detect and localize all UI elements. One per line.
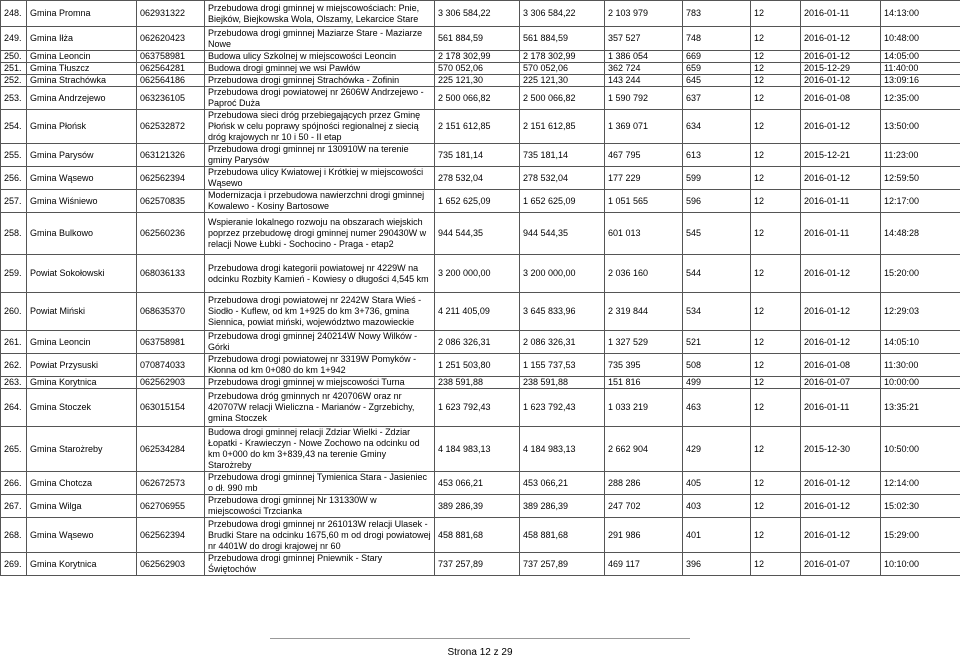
cell-grant: 1 327 529 (605, 331, 683, 354)
cell-month: 12 (751, 495, 801, 518)
cell-time: 12:17:00 (881, 190, 960, 213)
table-row (1, 110, 960, 144)
cell-desc: Przebudowa drogi gminnej Pniewnik - Stary Świętochów (205, 553, 435, 576)
cell-date: 2015-12-29 (801, 63, 881, 75)
cell-code: 062562903 (137, 377, 205, 389)
cell-month: 12 (751, 75, 801, 87)
cell-name: Gmina Tłuszcz (27, 63, 137, 75)
cell-total: 4 211 405,09 (435, 293, 520, 331)
cell-name: Gmina Promna (27, 1, 137, 27)
cell-desc: Budowa drogi gminnej relacji Zdziar Wielki - Zdziar Łopatki - Krawieczyn - Nowe Zochowo na odcinku od km 0+000 do km 3+839,43 na terenie Gminy Starożreby (205, 427, 435, 472)
cell-date: 2016-01-07 (801, 377, 881, 389)
table-row (1, 190, 960, 213)
cell-points: 613 (683, 144, 751, 167)
cell-grant: 2 103 979 (605, 1, 683, 27)
cell-date: 2016-01-12 (801, 293, 881, 331)
cell-lp: 259. (1, 255, 27, 293)
cell-total: 561 884,59 (435, 27, 520, 51)
cell-grant: 1 369 071 (605, 110, 683, 144)
cell-time: 11:30:00 (881, 354, 960, 377)
cell-lp: 258. (1, 213, 27, 255)
cell-desc: Przebudowa drogi gminnej w miejscowościach: Pnie, Biejków, Biejkowska Wola, Olszamy, Lekarcice Stare (205, 1, 435, 27)
cell-code: 063758981 (137, 51, 205, 63)
cell-month: 12 (751, 63, 801, 75)
cell-date: 2016-01-12 (801, 495, 881, 518)
cell-lp: 266. (1, 472, 27, 495)
cell-date: 2016-01-12 (801, 331, 881, 354)
cell-eligible: 4 184 983,13 (520, 427, 605, 472)
cell-code: 062672573 (137, 472, 205, 495)
cell-time: 10:50:00 (881, 427, 960, 472)
cell-time: 14:05:10 (881, 331, 960, 354)
cell-grant: 362 724 (605, 63, 683, 75)
cell-total: 735 181,14 (435, 144, 520, 167)
cell-month: 12 (751, 377, 801, 389)
cell-time: 12:29:03 (881, 293, 960, 331)
cell-lp: 255. (1, 144, 27, 167)
cell-name: Gmina Strachówka (27, 75, 137, 87)
cell-lp: 264. (1, 389, 27, 427)
cell-grant: 1 051 565 (605, 190, 683, 213)
table-row (1, 144, 960, 167)
cell-lp: 262. (1, 354, 27, 377)
cell-month: 12 (751, 190, 801, 213)
cell-month: 12 (751, 518, 801, 553)
cell-date: 2016-01-12 (801, 27, 881, 51)
cell-desc: Modernizacja i przebudowa nawierzchni drogi gminnej Kowalewo - Kosiny Bartosowe (205, 190, 435, 213)
cell-total: 238 591,88 (435, 377, 520, 389)
cell-eligible: 3 645 833,96 (520, 293, 605, 331)
cell-time: 15:20:00 (881, 255, 960, 293)
table-row (1, 27, 960, 51)
cell-eligible: 458 881,68 (520, 518, 605, 553)
cell-name: Gmina Wilga (27, 495, 137, 518)
cell-code: 062560236 (137, 213, 205, 255)
cell-code: 068635370 (137, 293, 205, 331)
cell-desc: Przebudowa drogi gminnej Tymienica Stara - Jasieniec o dł. 990 mb (205, 472, 435, 495)
cell-name: Gmina Andrzejewo (27, 87, 137, 110)
cell-points: 534 (683, 293, 751, 331)
cell-month: 12 (751, 27, 801, 51)
cell-points: 403 (683, 495, 751, 518)
cell-month: 12 (751, 110, 801, 144)
cell-lp: 269. (1, 553, 27, 576)
cell-eligible: 570 052,06 (520, 63, 605, 75)
cell-eligible: 2 500 066,82 (520, 87, 605, 110)
cell-points: 405 (683, 472, 751, 495)
cell-total: 2 178 302,99 (435, 51, 520, 63)
cell-lp: 251. (1, 63, 27, 75)
cell-name: Gmina Starożreby (27, 427, 137, 472)
cell-date: 2016-01-12 (801, 255, 881, 293)
cell-month: 12 (751, 167, 801, 190)
cell-date: 2016-01-12 (801, 472, 881, 495)
cell-month: 12 (751, 389, 801, 427)
cell-month: 12 (751, 255, 801, 293)
cell-desc: Przebudowa drogi powiatowej nr 3319W Pomyków - Kłonna od km 0+080 do km 1+942 (205, 354, 435, 377)
cell-date: 2016-01-11 (801, 389, 881, 427)
cell-name: Powiat Sokołowski (27, 255, 137, 293)
cell-grant: 735 395 (605, 354, 683, 377)
cell-points: 429 (683, 427, 751, 472)
cell-grant: 247 702 (605, 495, 683, 518)
cell-date: 2016-01-12 (801, 110, 881, 144)
cell-desc: Przebudowa sieci dróg przebiegających przez Gminę Płońsk w celu poprawy spójności regionalnej z siecią dróg krajowych nr 10 i 50 - II etap (205, 110, 435, 144)
cell-name: Gmina Korytnica (27, 377, 137, 389)
cell-date: 2016-01-07 (801, 553, 881, 576)
cell-total: 2 151 612,85 (435, 110, 520, 144)
cell-code: 062620423 (137, 27, 205, 51)
cell-code: 062706955 (137, 495, 205, 518)
cell-code: 062562903 (137, 553, 205, 576)
cell-date: 2016-01-12 (801, 51, 881, 63)
cell-grant: 177 229 (605, 167, 683, 190)
cell-time: 14:48:28 (881, 213, 960, 255)
cell-lp: 267. (1, 495, 27, 518)
cell-time: 10:48:00 (881, 27, 960, 51)
cell-total: 458 881,68 (435, 518, 520, 553)
cell-desc: Budowa drogi gminnej we wsi Pawłów (205, 63, 435, 75)
cell-points: 596 (683, 190, 751, 213)
cell-code: 063758981 (137, 331, 205, 354)
cell-total: 389 286,39 (435, 495, 520, 518)
cell-points: 544 (683, 255, 751, 293)
cell-code: 063236105 (137, 87, 205, 110)
table-row (1, 87, 960, 110)
cell-time: 14:05:00 (881, 51, 960, 63)
table-row (1, 75, 960, 87)
cell-total: 3 200 000,00 (435, 255, 520, 293)
cell-desc: Przebudowa drogi gminnej nr 130910W na terenie gminy Parysów (205, 144, 435, 167)
cell-total: 2 086 326,31 (435, 331, 520, 354)
cell-lp: 253. (1, 87, 27, 110)
cell-desc: Przebudowa dróg gminnych nr 420706W oraz nr 420707W relacji Wieliczna - Marianów - Zgrzebichy, gmina Stoczek (205, 389, 435, 427)
cell-name: Gmina Wąsewo (27, 167, 137, 190)
cell-code: 070874033 (137, 354, 205, 377)
cell-date: 2016-01-11 (801, 1, 881, 27)
cell-grant: 288 286 (605, 472, 683, 495)
cell-points: 499 (683, 377, 751, 389)
cell-name: Gmina Płońsk (27, 110, 137, 144)
cell-desc: Przebudowa drogi gminnej Strachówka - Zofinin (205, 75, 435, 87)
cell-points: 545 (683, 213, 751, 255)
cell-total: 570 052,06 (435, 63, 520, 75)
cell-total: 278 532,04 (435, 167, 520, 190)
cell-points: 783 (683, 1, 751, 27)
cell-month: 12 (751, 354, 801, 377)
cell-lp: 257. (1, 190, 27, 213)
cell-lp: 250. (1, 51, 27, 63)
table-row (1, 63, 960, 75)
cell-lp: 260. (1, 293, 27, 331)
cell-date: 2016-01-12 (801, 518, 881, 553)
cell-time: 13:09:16 (881, 75, 960, 87)
cell-grant: 469 117 (605, 553, 683, 576)
cell-date: 2016-01-11 (801, 190, 881, 213)
cell-eligible: 3 200 000,00 (520, 255, 605, 293)
cell-code: 062562394 (137, 518, 205, 553)
cell-eligible: 944 544,35 (520, 213, 605, 255)
table-row (1, 427, 960, 472)
cell-grant: 2 662 904 (605, 427, 683, 472)
cell-date: 2016-01-08 (801, 354, 881, 377)
cell-grant: 1 590 792 (605, 87, 683, 110)
cell-time: 10:10:00 (881, 553, 960, 576)
cell-code: 062562394 (137, 167, 205, 190)
cell-total: 2 500 066,82 (435, 87, 520, 110)
cell-eligible: 2 151 612,85 (520, 110, 605, 144)
cell-date: 2016-01-11 (801, 213, 881, 255)
cell-eligible: 389 286,39 (520, 495, 605, 518)
cell-time: 11:23:00 (881, 144, 960, 167)
cell-eligible: 735 181,14 (520, 144, 605, 167)
cell-grant: 1 386 054 (605, 51, 683, 63)
page-number: Strona 12 z 29 (447, 647, 513, 658)
cell-time: 12:14:00 (881, 472, 960, 495)
cell-name: Gmina Parysów (27, 144, 137, 167)
cell-eligible: 2 086 326,31 (520, 331, 605, 354)
cell-points: 748 (683, 27, 751, 51)
cell-month: 12 (751, 472, 801, 495)
cell-code: 063121326 (137, 144, 205, 167)
cell-time: 13:50:00 (881, 110, 960, 144)
cell-lp: 249. (1, 27, 27, 51)
cell-total: 944 544,35 (435, 213, 520, 255)
cell-points: 669 (683, 51, 751, 63)
table-row (1, 377, 960, 389)
cell-time: 13:35:21 (881, 389, 960, 427)
cell-code: 062534284 (137, 427, 205, 472)
cell-total: 453 066,21 (435, 472, 520, 495)
cell-month: 12 (751, 331, 801, 354)
cell-total: 3 306 584,22 (435, 1, 520, 27)
cell-time: 14:13:00 (881, 1, 960, 27)
table-row (1, 472, 960, 495)
cell-lp: 254. (1, 110, 27, 144)
cell-eligible: 1 652 625,09 (520, 190, 605, 213)
cell-desc: Przebudowa drogi gminnej Nr 131330W w miejscowości Trzcianka (205, 495, 435, 518)
cell-eligible: 225 121,30 (520, 75, 605, 87)
cell-points: 599 (683, 167, 751, 190)
cell-points: 521 (683, 331, 751, 354)
cell-eligible: 1 155 737,53 (520, 354, 605, 377)
cell-code: 062570835 (137, 190, 205, 213)
cell-month: 12 (751, 87, 801, 110)
cell-date: 2015-12-21 (801, 144, 881, 167)
cell-points: 659 (683, 63, 751, 75)
cell-eligible: 453 066,21 (520, 472, 605, 495)
cell-lp: 265. (1, 427, 27, 472)
cell-lp: 263. (1, 377, 27, 389)
cell-eligible: 561 884,59 (520, 27, 605, 51)
cell-code: 062564281 (137, 63, 205, 75)
table-row (1, 51, 960, 63)
cell-name: Gmina Leoncin (27, 51, 137, 63)
cell-code: 063015154 (137, 389, 205, 427)
cell-month: 12 (751, 427, 801, 472)
cell-time: 12:59:50 (881, 167, 960, 190)
cell-code: 062564186 (137, 75, 205, 87)
cell-desc: Budowa ulicy Szkolnej w miejscowości Leoncin (205, 51, 435, 63)
cell-code: 068036133 (137, 255, 205, 293)
cell-eligible: 737 257,89 (520, 553, 605, 576)
cell-month: 12 (751, 51, 801, 63)
cell-name: Gmina Iłża (27, 27, 137, 51)
cell-time: 10:00:00 (881, 377, 960, 389)
cell-name: Gmina Wąsewo (27, 518, 137, 553)
cell-lp: 252. (1, 75, 27, 87)
cell-grant: 601 013 (605, 213, 683, 255)
table-row (1, 293, 960, 331)
cell-date: 2016-01-12 (801, 75, 881, 87)
cell-grant: 2 319 844 (605, 293, 683, 331)
cell-date: 2016-01-08 (801, 87, 881, 110)
cell-month: 12 (751, 144, 801, 167)
cell-total: 1 623 792,43 (435, 389, 520, 427)
cell-lp: 268. (1, 518, 27, 553)
cell-date: 2016-01-12 (801, 167, 881, 190)
cell-month: 12 (751, 293, 801, 331)
table-row (1, 495, 960, 518)
cell-eligible: 1 623 792,43 (520, 389, 605, 427)
cell-total: 1 251 503,80 (435, 354, 520, 377)
cell-total: 4 184 983,13 (435, 427, 520, 472)
cell-desc: Przebudowa drogi gminnej w miejscowości Turna (205, 377, 435, 389)
cell-grant: 151 816 (605, 377, 683, 389)
table-row (1, 553, 960, 576)
table-row (1, 213, 960, 255)
cell-desc: Przebudowa drogi gminnej 240214W Nowy Wilków - Górki (205, 331, 435, 354)
cell-name: Gmina Korytnica (27, 553, 137, 576)
table-row (1, 354, 960, 377)
cell-desc: Przebudowa drogi kategorii powiatowej nr 4229W na odcinku Rozbity Kamień - Kowiesy o długości 4,545 km (205, 255, 435, 293)
cell-name: Gmina Wiśniewo (27, 190, 137, 213)
cell-grant: 467 795 (605, 144, 683, 167)
table-row (1, 389, 960, 427)
cell-name: Powiat Miński (27, 293, 137, 331)
cell-name: Gmina Chotcza (27, 472, 137, 495)
cell-desc: Przebudowa drogi powiatowej nr 2242W Stara Wieś - Siodło - Kuflew, od km 1+925 do km 3+736, gmina Siennica, powiat miński, województwo mazowieckie (205, 293, 435, 331)
table-row (1, 1, 960, 27)
cell-month: 12 (751, 553, 801, 576)
cell-desc: Przebudowa drogi gminnej Maziarze Stare - Maziarze Nowe (205, 27, 435, 51)
cell-points: 396 (683, 553, 751, 576)
cell-lp: 256. (1, 167, 27, 190)
cell-points: 637 (683, 87, 751, 110)
cell-grant: 1 033 219 (605, 389, 683, 427)
cell-time: 11:40:00 (881, 63, 960, 75)
cell-name: Powiat Przysuski (27, 354, 137, 377)
cell-lp: 248. (1, 1, 27, 27)
cell-grant: 357 527 (605, 27, 683, 51)
table-row (1, 331, 960, 354)
cell-time: 12:35:00 (881, 87, 960, 110)
cell-desc: Przebudowa drogi gminnej nr 261013W relacji Ulasek - Brudki Stare na odcinku 1675,60 m od drogi powiatowej nr 4401W do drogi krajowej nr 60 (205, 518, 435, 553)
cell-month: 12 (751, 213, 801, 255)
cell-lp: 261. (1, 331, 27, 354)
cell-month: 12 (751, 1, 801, 27)
cell-desc: Przebudowa ulicy Kwiatowej i Krótkiej w miejscowości Wąsewo (205, 167, 435, 190)
cell-total: 1 652 625,09 (435, 190, 520, 213)
cell-grant: 2 036 160 (605, 255, 683, 293)
cell-name: Gmina Leoncin (27, 331, 137, 354)
cell-total: 737 257,89 (435, 553, 520, 576)
cell-code: 062931322 (137, 1, 205, 27)
cell-points: 634 (683, 110, 751, 144)
cell-date: 2015-12-30 (801, 427, 881, 472)
cell-desc: Wspieranie lokalnego rozwoju na obszarach wiejskich poprzez przebudowę drogi gminnej numer 290430W w relacji Nowe Łubki - Sochocino - Praga - etap2 (205, 213, 435, 255)
cell-code: 062532872 (137, 110, 205, 144)
cell-points: 463 (683, 389, 751, 427)
cell-eligible: 278 532,04 (520, 167, 605, 190)
cell-time: 15:02:30 (881, 495, 960, 518)
cell-points: 645 (683, 75, 751, 87)
cell-name: Gmina Bulkowo (27, 213, 137, 255)
cell-desc: Przebudowa drogi powiatowej nr 2606W Andrzejewo - Paproć Duża (205, 87, 435, 110)
cell-points: 401 (683, 518, 751, 553)
cell-time: 15:29:00 (881, 518, 960, 553)
cell-grant: 291 986 (605, 518, 683, 553)
cell-eligible: 238 591,88 (520, 377, 605, 389)
table-row (1, 167, 960, 190)
cell-name: Gmina Stoczek (27, 389, 137, 427)
cell-eligible: 3 306 584,22 (520, 1, 605, 27)
cell-total: 225 121,30 (435, 75, 520, 87)
cell-eligible: 2 178 302,99 (520, 51, 605, 63)
cell-grant: 143 244 (605, 75, 683, 87)
table-row (1, 518, 960, 553)
footer-divider (270, 638, 690, 639)
cell-points: 508 (683, 354, 751, 377)
table-row (1, 255, 960, 293)
